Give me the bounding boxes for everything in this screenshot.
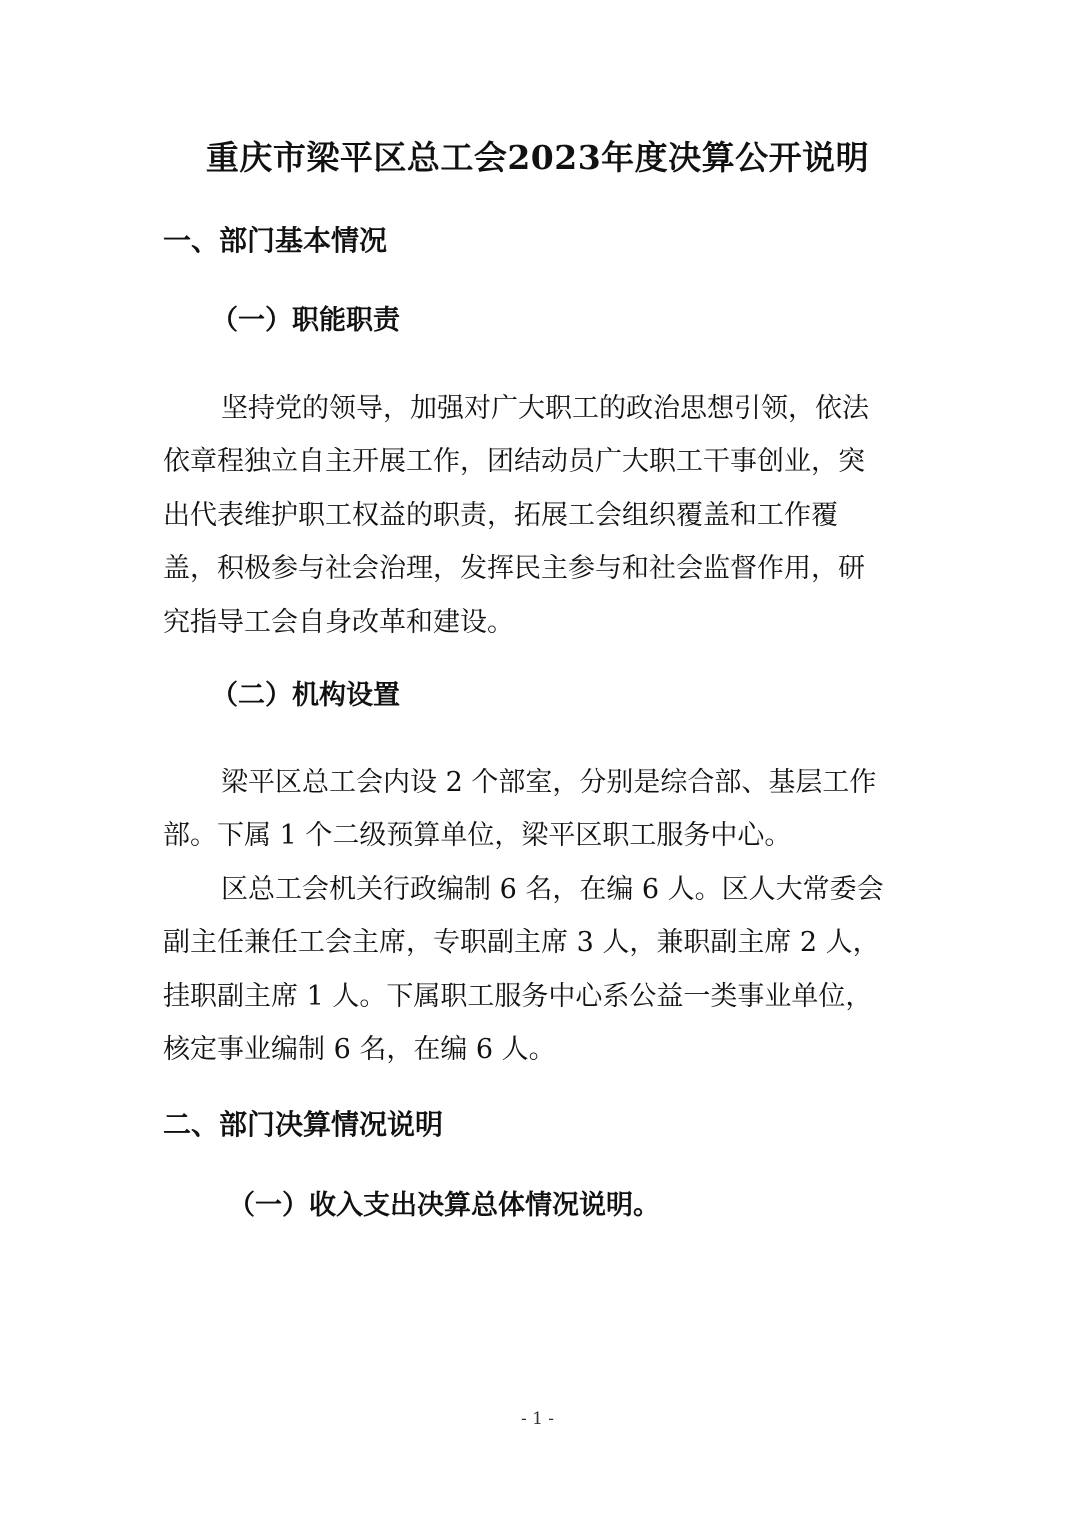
paragraph-line: 副主任兼任工会主席，专职副主席 3 人，兼职副主席 2 人， — [163, 927, 880, 958]
paragraph-line: 核定事业编制 6 名，在编 6 人。 — [163, 1034, 556, 1065]
paragraph-line: 区总工会机关行政编制 6 名，在编 6 人。区人大常委会 — [221, 874, 884, 905]
paragraph-line: 坚持党的领导，加强对广大职工的政治思想引领，依法 — [221, 393, 869, 424]
subsection-heading-organization: （二）机构设置 — [211, 680, 400, 711]
page-number: - 1 - — [520, 1409, 555, 1429]
section-heading-final-accounts: 二、部门决算情况说明 — [163, 1108, 444, 1141]
section-heading-basic-info: 一、部门基本情况 — [163, 224, 388, 257]
paragraph-line: 盖，积极参与社会治理，发挥民主参与和社会监督作用，研 — [163, 553, 865, 584]
document-title: 重庆市梁平区总工会2023年度决算公开说明 — [205, 138, 870, 177]
paragraph-line: 挂职副主席 1 人。下属职工服务中心系公益一类事业单位， — [163, 981, 873, 1012]
paragraph-line: 究指导工会自身改革和建设。 — [163, 607, 514, 638]
paragraph-line: 部。下属 1 个二级预算单位，梁平区职工服务中心。 — [163, 820, 792, 851]
subsection-heading-duties: （一）职能职责 — [211, 305, 400, 336]
paragraph-line: 依章程独立自主开展工作，团结动员广大职工干事创业，突 — [163, 446, 865, 477]
paragraph-line: 梁平区总工会内设 2 个部室，分别是综合部、基层工作 — [221, 767, 877, 798]
paragraph-line: 出代表维护职工权益的职责，拓展工会组织覆盖和工作覆 — [163, 500, 838, 531]
subsection-heading-income-expenditure: （一）收入支出决算总体情况说明。 — [228, 1190, 660, 1221]
